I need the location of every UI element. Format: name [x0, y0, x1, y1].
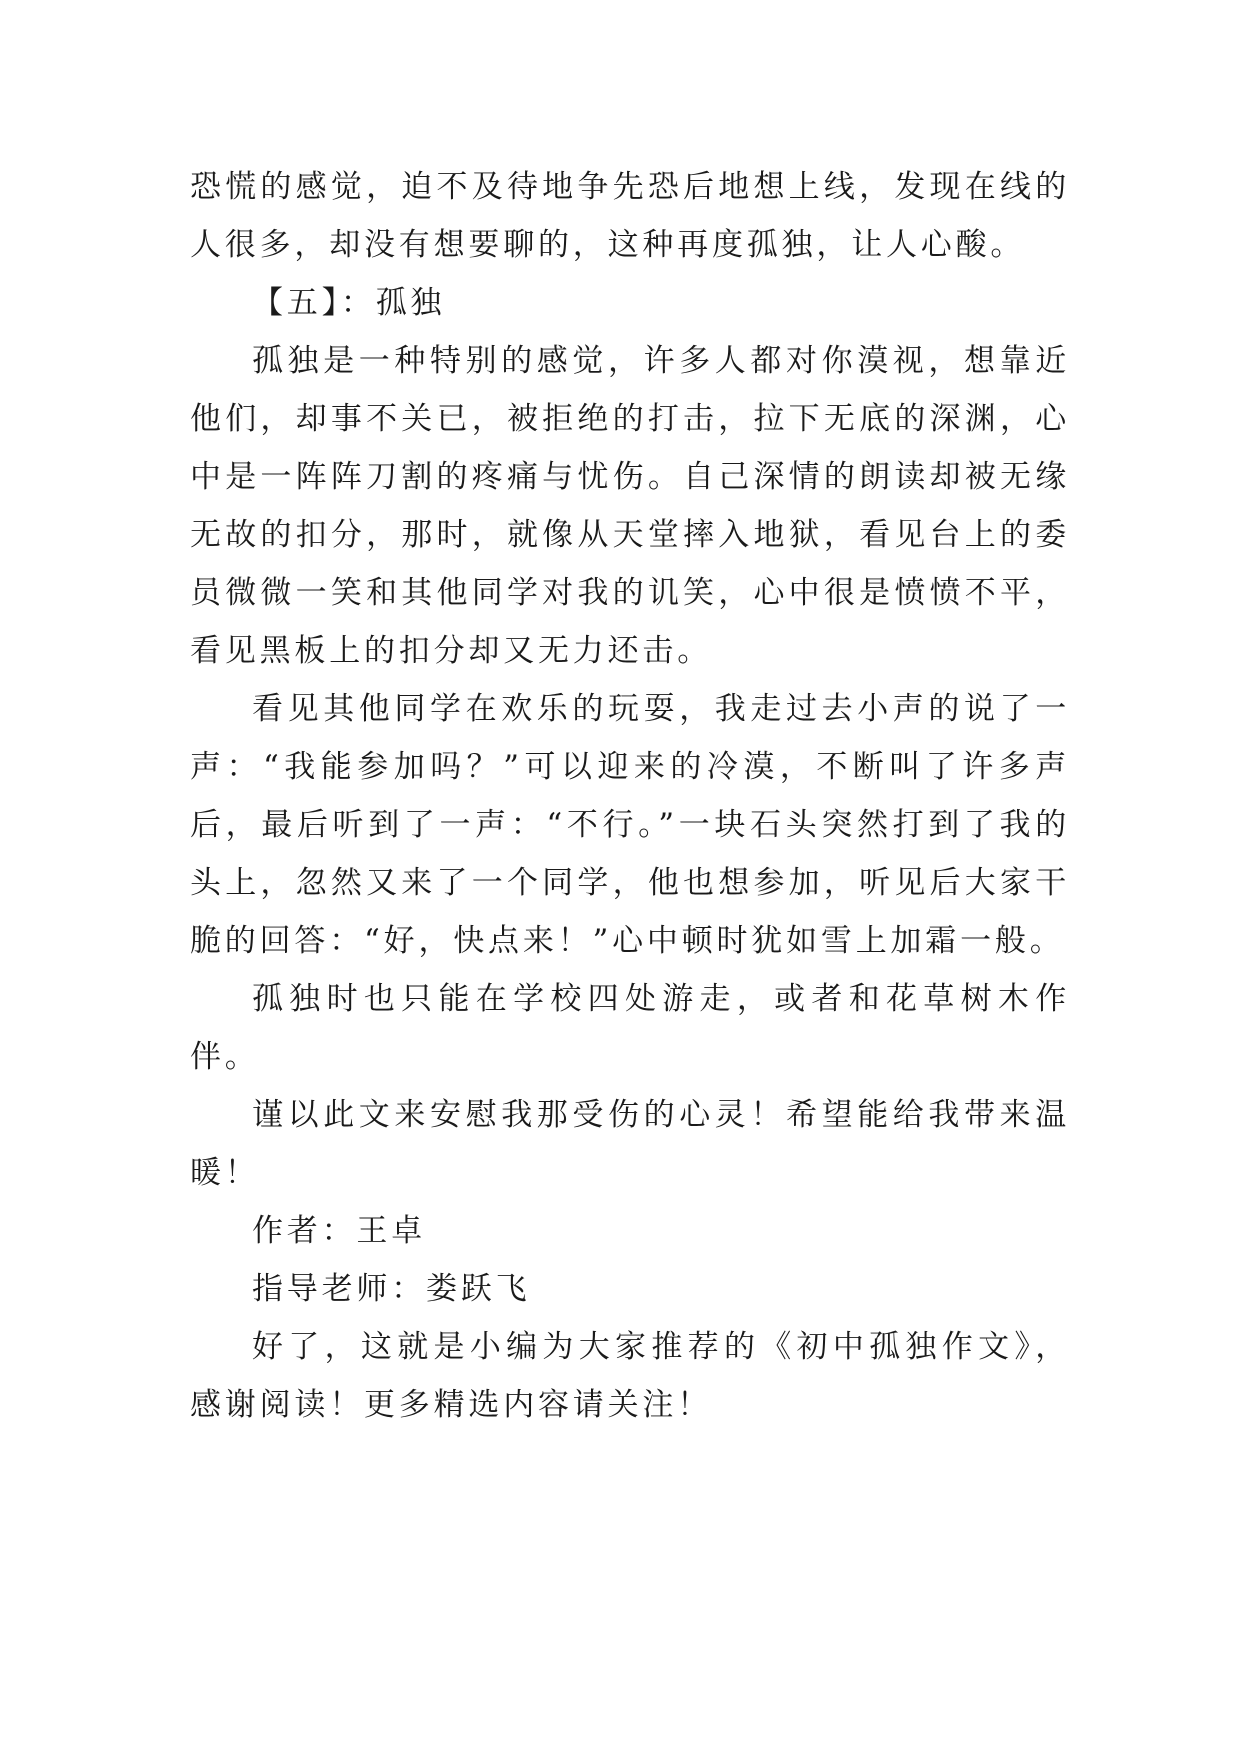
document-body: [190, 158, 1070, 1434]
closing-paragraph: 好了，这就是小编为大家推荐的《初中孤独作文》，感谢阅读！更多精选内容请关注！: [190, 1329, 1070, 1423]
paragraph: 谨以此文来安慰我那受伤的心灵！希望能给我带来温暖！: [190, 1097, 1070, 1191]
author-line: 作者：王卓: [252, 1213, 426, 1249]
advisor-line: 指导老师：娄跃飞: [252, 1271, 531, 1307]
paragraph-continuation: 恐慌的感觉，迫不及待地争先恐后地想上线，发现在线的人很多，却没有想要聊的，这种再度孤独，让人心酸。: [190, 169, 1070, 263]
paragraph: 孤独时也只能在学校四处游走，或者和花草树木作伴。: [190, 981, 1070, 1075]
paragraph: 孤独是一种特别的感觉，许多人都对你漠视，想靠近他们，却事不关已，被拒绝的打击，拉下无底的深渊，心中是一阵阵刀割的疼痛与忧伤。自己深情的朗读却被无缘无故的扣分，那时，就像从天堂摔入地狱，看见台上的委员微微一笑和其他同学对我的讥笑，心中很是愤愤不平，看见黑板上的扣分却又无力还击。: [190, 343, 1070, 669]
section-heading: 【五】：孤独: [252, 285, 446, 321]
paragraph: 看见其他同学在欢乐的玩耍，我走过去小声的说了一声：“我能参加吗？”可以迎来的冷漠，不断叫了许多声后，最后听到了一声：“不行。”一块石头突然打到了我的头上，忽然又来了一个同学，他也想参加，听见后大家干脆的回答：“好，快点来！”心中顿时犹如雪上加霜一般。: [190, 691, 1070, 959]
